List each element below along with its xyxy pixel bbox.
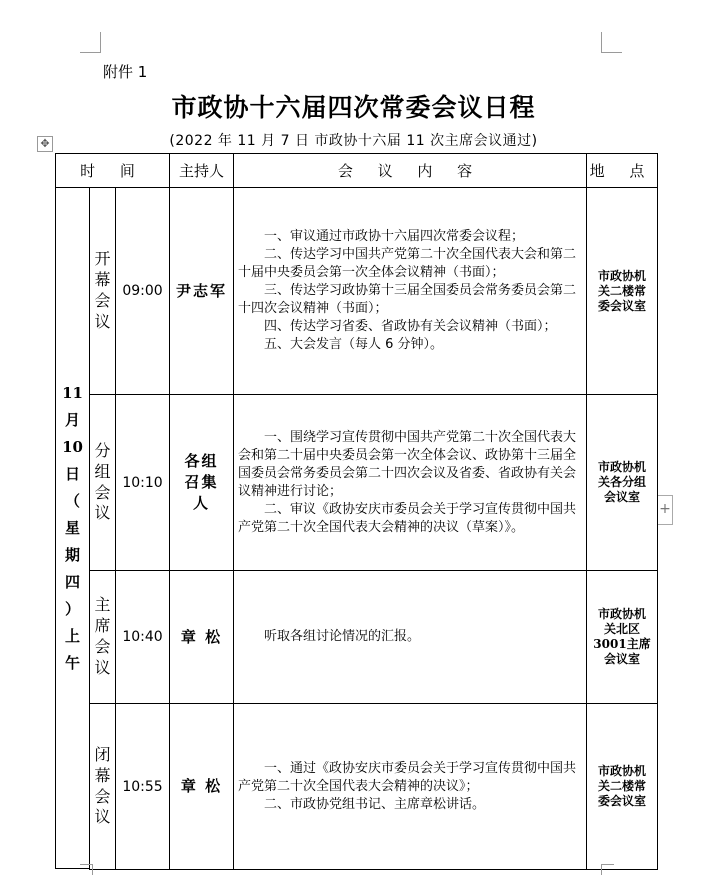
column-header-place: 地 点 xyxy=(586,153,658,188)
host-name: 章 松 xyxy=(180,777,223,795)
agenda-item: 三、传达学习政协第十三届全国委员会常务委员会第二十四次会议精神（书面）； xyxy=(238,283,577,316)
date-char: 11 xyxy=(62,383,83,402)
date-char: 期 xyxy=(64,545,80,564)
agenda-item: 一、审议通过市政协十六届四次常委会议程； xyxy=(264,229,525,244)
host-name: 尹志军 xyxy=(175,281,227,300)
session-name-char: 会 xyxy=(94,291,111,310)
document-subtitle: (2022 年 11 月 7 日 市政协十六届 11 次主席会议通过) xyxy=(169,133,538,149)
location-cell: 市政协机关北区3001主席会议室 xyxy=(586,570,658,704)
date-char: 四 xyxy=(64,572,80,591)
agenda-content-cell xyxy=(233,394,587,571)
host-cell xyxy=(169,703,234,870)
session-name-cell xyxy=(89,187,116,395)
host-name: 章 松 xyxy=(180,627,223,646)
session-name-char: 幕 xyxy=(94,765,111,785)
session-name-char: 主 xyxy=(94,595,111,615)
session-name-char: 会 xyxy=(94,482,111,502)
date-char: 日 xyxy=(64,464,80,483)
session-name-char: 议 xyxy=(94,311,111,331)
agenda-item: 一、通过《政协安庆市委员会关于学习宣传贯彻中国共产党第二十次全国代表大会精神的决议》； xyxy=(238,760,577,794)
agenda-content-cell xyxy=(233,703,587,870)
host-cell xyxy=(169,570,234,704)
session-name-char: 组 xyxy=(94,461,111,481)
page-corner-mark-right xyxy=(601,32,622,53)
agenda-item: 二、市政协党组书记、主席章松讲话。 xyxy=(264,796,486,812)
session-name-char: 分 xyxy=(94,440,111,460)
host-name: 各组召集人 xyxy=(184,452,219,512)
column-header-host: 主持人 xyxy=(169,153,234,188)
date-char: 10 xyxy=(62,437,83,456)
agenda-content-cell xyxy=(233,187,587,395)
session-name-char: 议 xyxy=(94,657,111,677)
session-name-char: 席 xyxy=(94,616,111,636)
session-name-char: 闭 xyxy=(94,744,111,764)
session-name-cell xyxy=(89,394,116,571)
agenda-item: 二、审议《政协安庆市委员会关于学习宣传贯彻中国共产党第二十次全国代表大会精神的决议（草案）》。 xyxy=(238,501,577,535)
attachment-label: 附件 1 xyxy=(103,63,148,81)
agenda-item: 五、大会发言（每人 6 分钟）。 xyxy=(264,337,444,352)
agenda-item: 一、围绕学习宣传贯彻中国共产党第二十次全国代表大会和第二十届中央委员会第一次全体会议、政协第十三届全国委员会常务委员会第二十四次会议及省委、省政协有关会议精神进行讨论； xyxy=(238,429,577,499)
column-header-content: 会 议 内 容 xyxy=(233,153,587,188)
location-cell: 市政协机关各分组会议室 xyxy=(586,394,658,571)
time-cell: 09:00 xyxy=(115,187,170,395)
date-char: 午 xyxy=(64,653,80,672)
session-name-char: 会 xyxy=(94,786,111,806)
session-name-cell xyxy=(89,570,116,704)
time-cell: 10:40 xyxy=(115,570,170,704)
page-corner-mark-left xyxy=(80,32,101,53)
date-char: 星 xyxy=(64,518,80,537)
time-cell: 10:55 xyxy=(115,703,170,870)
location-cell: 市政协机关二楼常委会议室 xyxy=(586,703,658,870)
agenda-content-cell xyxy=(233,570,587,704)
agenda-item: 四、传达学习省委、省政协有关会议精神（书面）； xyxy=(264,319,557,334)
agenda-item: 听取各组讨论情况的汇报。 xyxy=(264,629,421,644)
time-cell: 10:10 xyxy=(115,394,170,571)
date-char: ） xyxy=(64,599,80,618)
page-corner-mark-bottom-left xyxy=(80,864,93,875)
page-corner-mark-bottom-right xyxy=(601,864,614,875)
plus-icon[interactable]: + xyxy=(657,495,673,525)
location-cell: 市政协机关二楼常委会议室 xyxy=(586,187,658,395)
move-cross-icon[interactable]: ✥ xyxy=(37,136,53,152)
document-title: 市政协十六届四次常委会议日程 xyxy=(171,93,536,122)
host-cell xyxy=(169,394,234,571)
host-cell xyxy=(169,187,234,395)
column-header-time: 时 间 xyxy=(55,153,170,188)
session-name-char: 开 xyxy=(94,249,111,269)
date-cell xyxy=(55,187,90,869)
date-char: 上 xyxy=(64,626,80,645)
session-name-char: 议 xyxy=(94,503,111,523)
agenda-item: 二、传达学习中国共产党第二十次全国代表大会和第二十届中央委员会第一次全体会议精神（书面）； xyxy=(238,247,577,280)
session-name-char: 幕 xyxy=(94,270,111,290)
date-char: 月 xyxy=(64,410,80,429)
session-name-char: 会 xyxy=(94,637,111,656)
session-name-char: 议 xyxy=(94,807,111,827)
session-name-cell xyxy=(89,703,116,870)
date-char: （ xyxy=(64,491,80,510)
